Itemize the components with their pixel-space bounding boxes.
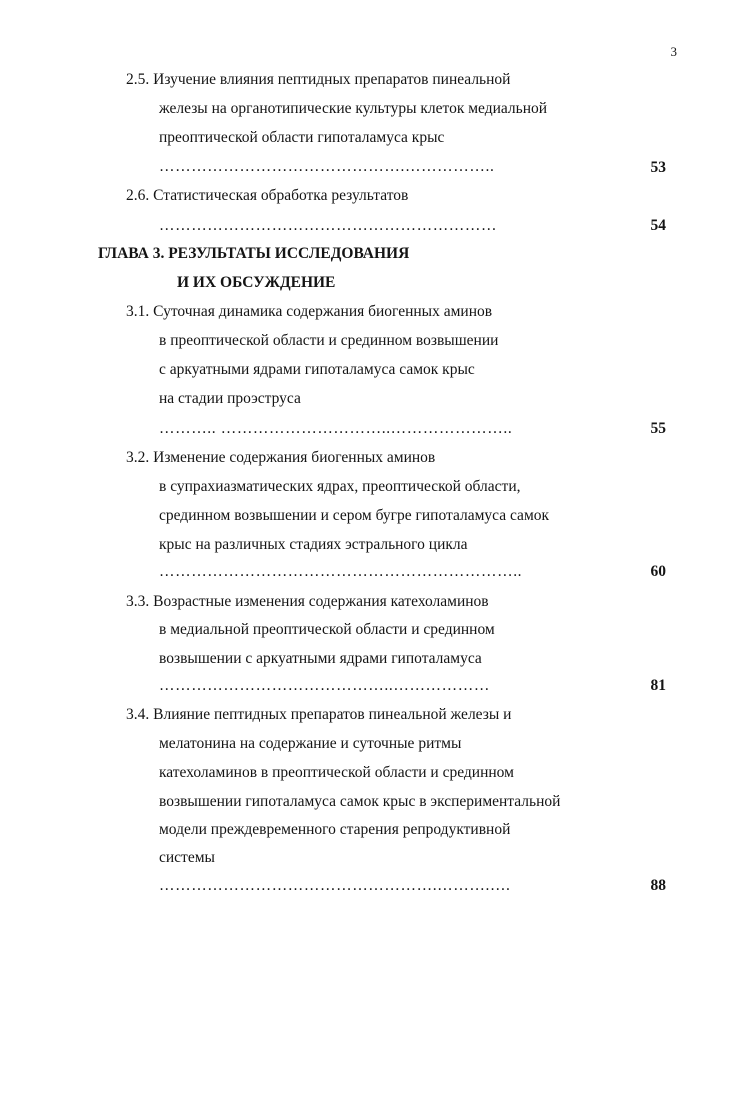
toc-entry-3-1-page: 55 [650, 420, 666, 437]
toc-entry-3-3-line-2: в медиальной преоптической области и срединном [159, 621, 495, 638]
chapter-3-heading-line-1: ГЛАВА 3. РЕЗУЛЬТАТЫ ИССЛЕДОВАНИЯ [98, 245, 410, 262]
toc-entry-3-2-page: 60 [650, 563, 666, 580]
toc-entry-3-4-line-6: системы [159, 849, 215, 866]
toc-entry-3-2-line-2: в супрахиазматических ядрах, преоптической области, [159, 478, 521, 495]
chapter-3-heading-line-2: И ИХ ОБСУЖДЕНИЕ [177, 274, 336, 291]
toc-entry-3-3-line-1: 3.3. Возрастные изменения содержания катехоламинов [126, 593, 489, 610]
toc-entry-3-1-line-2: в преоптической области и срединном возвышении [159, 332, 499, 349]
toc-entry-3-4-line-2: мелатонина на содержание и суточные ритмы [159, 735, 462, 752]
toc-entry-3-1-leader: ……….. …………………………..………………….. [159, 420, 513, 437]
toc-entry-3-3-line-3: возвышении с аркуатными ядрами гипоталамуса [159, 650, 482, 667]
toc-entry-2-6-line-1: 2.6. Статистическая обработка результатов [126, 187, 409, 204]
toc-entry-3-2-line-3: срединном возвышении и сером бугре гипоталамуса самок [159, 507, 550, 524]
page-number: 3 [670, 44, 677, 59]
toc-entry-3-4-page: 88 [650, 877, 666, 894]
toc-entry-2-6-leader: ……………………………………………………… [159, 217, 498, 234]
toc-entry-3-1-line-3: с аркуатными ядрами гипоталамуса самок крыс [159, 361, 475, 378]
toc-entry-3-4-line-5: модели преждевременного старения репродуктивной [159, 821, 511, 838]
toc-entry-2-5-line-1: 2.5. Изучение влияния пептидных препаратов пинеальной [126, 71, 511, 88]
toc-entry-3-3-page: 81 [650, 677, 666, 694]
toc-entry-2-5-leader: ……………………………………….…………….. [159, 158, 495, 175]
toc-entry-3-4-line-3: катехоламинов в преоптической области и срединном [159, 764, 514, 781]
toc-entry-3-1-line-4: на стадии проэструса [159, 390, 301, 407]
toc-entry-3-3-leader: ……………………………………..……………… [159, 677, 490, 694]
toc-entry-3-2-line-4: крыс на различных стадиях эстрального цикла [159, 536, 468, 553]
toc-entry-2-6-page: 54 [650, 217, 666, 234]
toc-entry-3-4-line-4: возвышении гипоталамуса самок крыс в экспериментальной [159, 793, 561, 810]
toc-entry-3-4-line-1: 3.4. Влияние пептидных препаратов пинеальной железы и [126, 706, 512, 723]
toc-entry-2-5-line-3: преоптической области гипоталамуса крыс [159, 129, 445, 146]
toc-entry-2-5-line-2: железы на органотипические культуры клеток медиальной [159, 100, 548, 117]
toc-entry-3-1-line-1: 3.1. Суточная динамика содержания биогенных аминов [126, 303, 493, 320]
toc-entry-3-2-leader: ………………………………………………………….. [159, 563, 523, 580]
toc-entry-3-2-line-1: 3.2. Изменение содержания биогенных аминов [126, 449, 436, 466]
toc-entry-2-5-page: 53 [650, 159, 666, 176]
toc-entry-3-4-leader: …………………………………………….……….…. [159, 877, 511, 894]
